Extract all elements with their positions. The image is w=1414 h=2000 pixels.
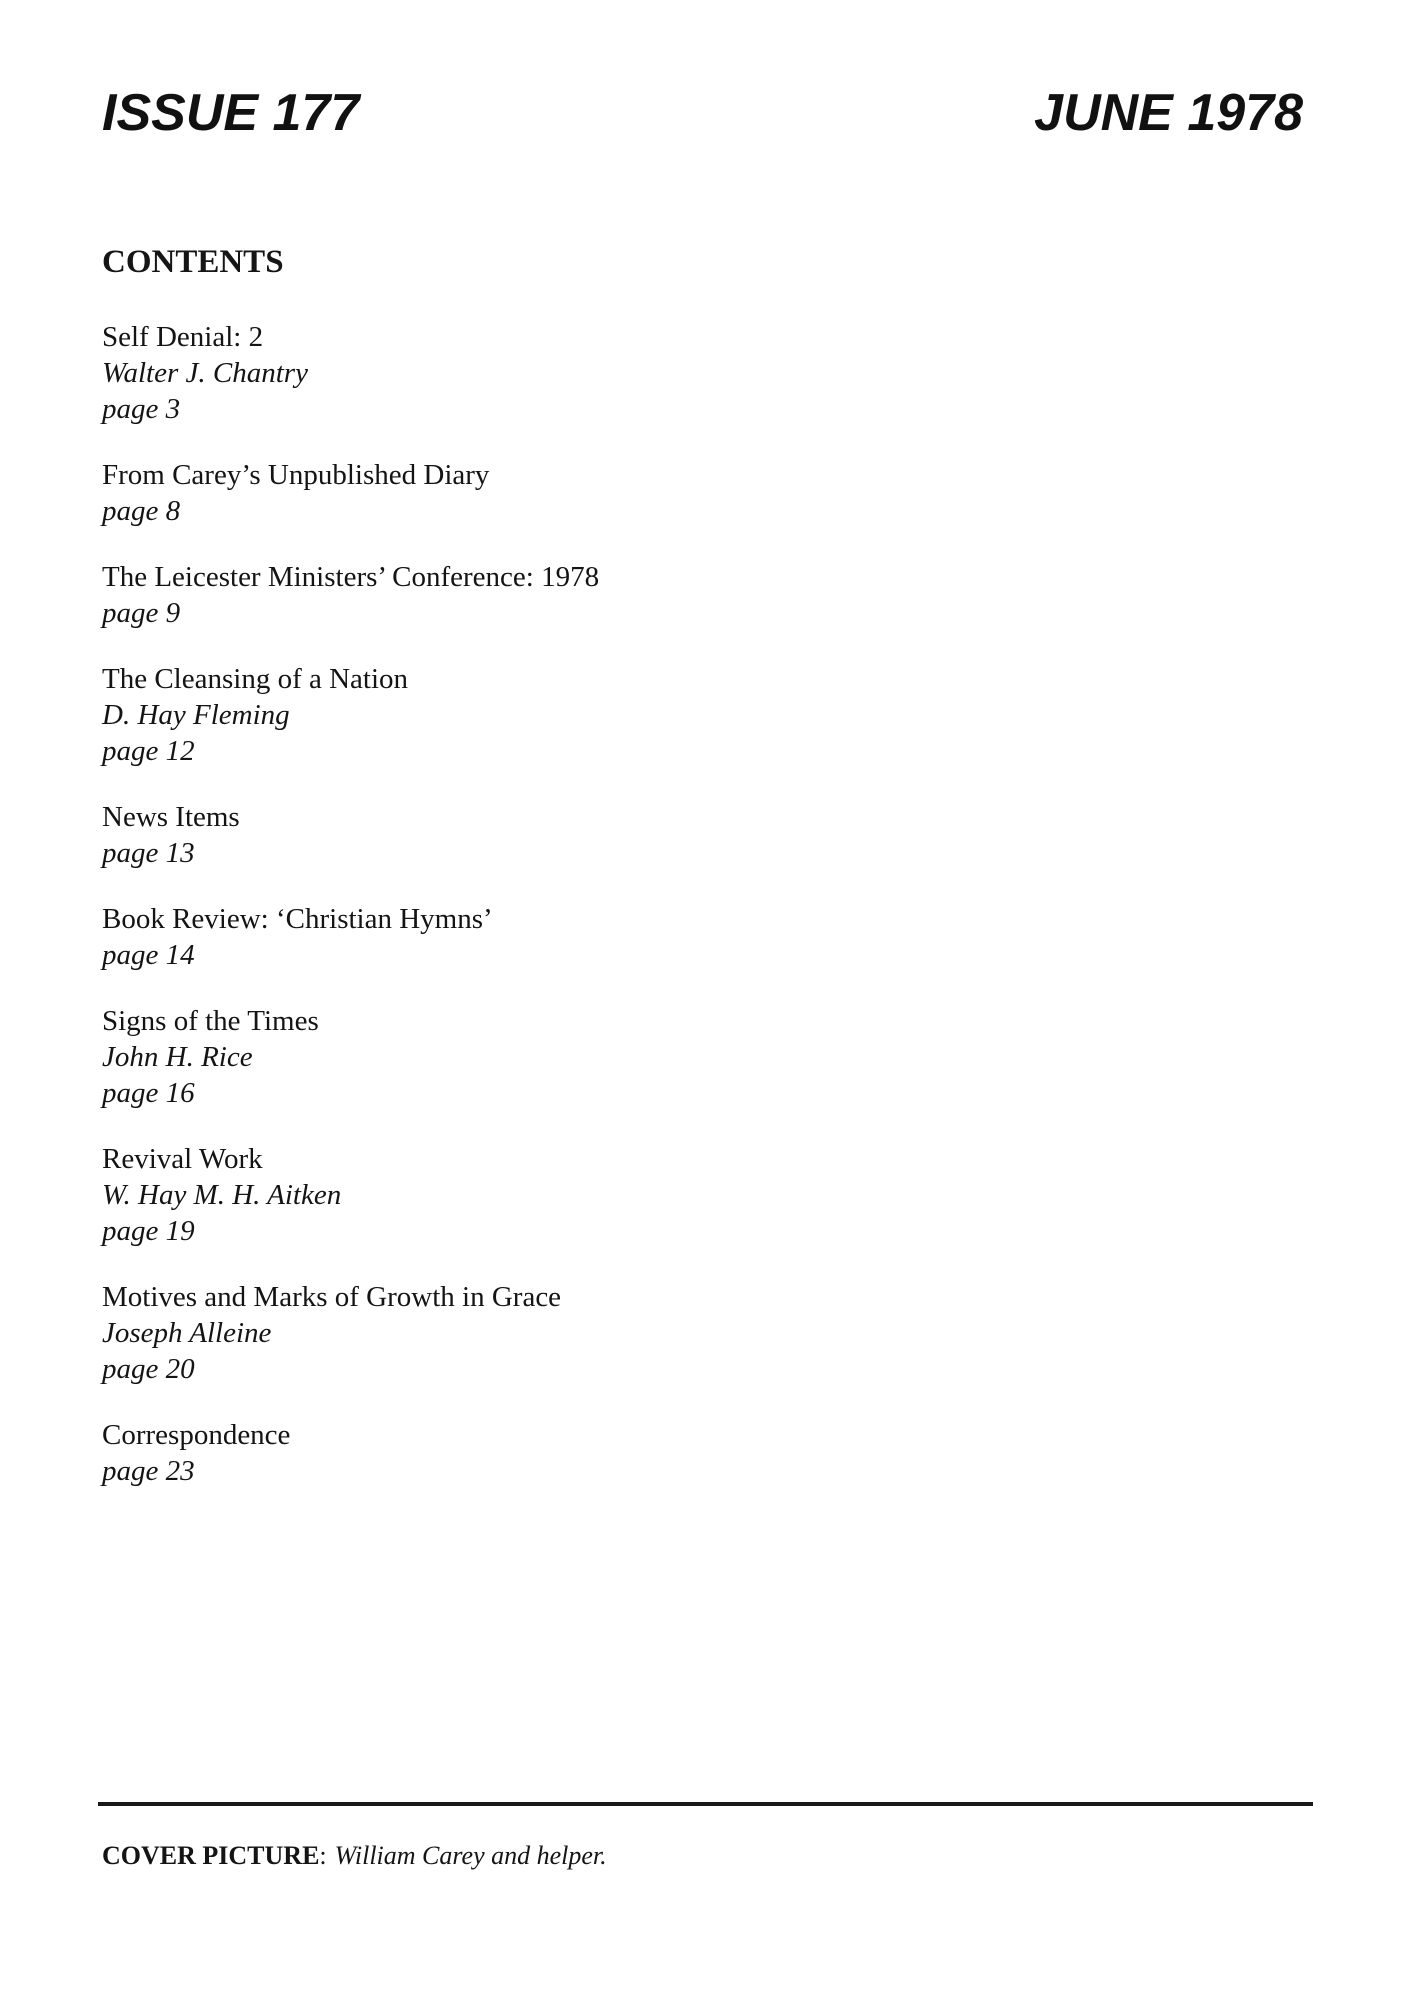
issue-number: ISSUE 177 xyxy=(102,84,360,142)
cover-picture-caption: William Carey and helper. xyxy=(334,1841,607,1870)
contents-entry xyxy=(102,661,1303,769)
footer-divider-rule xyxy=(98,1802,1313,1806)
entry-title: The Leicester Ministers’ Conference: 1978 xyxy=(102,561,600,593)
entry-title: Self Denial: 2 xyxy=(102,321,264,353)
contents-entry xyxy=(102,1417,1303,1489)
issue-date: JUNE 1978 xyxy=(1034,84,1303,142)
entry-author: Joseph Alleine xyxy=(102,1317,272,1349)
contents-entry xyxy=(102,457,1303,529)
contents-entry xyxy=(102,1003,1303,1111)
contents-entry xyxy=(102,319,1303,427)
entry-title: Signs of the Times xyxy=(102,1005,319,1037)
entry-title: The Cleansing of a Nation xyxy=(102,663,409,695)
entry-author: D. Hay Fleming xyxy=(102,699,290,731)
cover-picture-colon: : xyxy=(319,1841,327,1870)
entry-page: page 23 xyxy=(102,1455,195,1487)
entry-page: page 19 xyxy=(102,1215,195,1247)
entry-author: Walter J. Chantry xyxy=(102,357,308,389)
entry-page: page 16 xyxy=(102,1077,195,1109)
entry-page: page 8 xyxy=(102,495,181,527)
entry-title: News Items xyxy=(102,801,240,833)
entry-page: page 14 xyxy=(102,939,195,971)
entry-page: page 20 xyxy=(102,1353,195,1385)
contents-entry xyxy=(102,799,1303,871)
entry-page: page 3 xyxy=(102,393,181,425)
entry-page: page 9 xyxy=(102,597,181,629)
entry-title: Book Review: ‘Christian Hymns’ xyxy=(102,903,493,935)
contents-entry xyxy=(102,1141,1303,1249)
entry-page: page 12 xyxy=(102,735,195,767)
entry-title: Revival Work xyxy=(102,1143,263,1175)
entry-author: W. Hay M. H. Aitken xyxy=(102,1179,342,1211)
contents-list xyxy=(102,319,1303,1519)
entry-title: Motives and Marks of Growth in Grace xyxy=(102,1281,562,1313)
entry-page: page 13 xyxy=(102,837,195,869)
entry-title: Correspondence xyxy=(102,1419,291,1451)
masthead xyxy=(102,84,1303,142)
cover-picture-label: COVER PICTURE xyxy=(102,1841,320,1870)
entry-title: From Carey’s Unpublished Diary xyxy=(102,459,490,491)
contents-entry xyxy=(102,1279,1303,1387)
contents-entry xyxy=(102,901,1303,973)
entry-author: John H. Rice xyxy=(102,1041,253,1073)
contents-entry xyxy=(102,559,1303,631)
contents-heading: CONTENTS xyxy=(102,244,284,280)
cover-picture-note xyxy=(102,1840,607,1872)
